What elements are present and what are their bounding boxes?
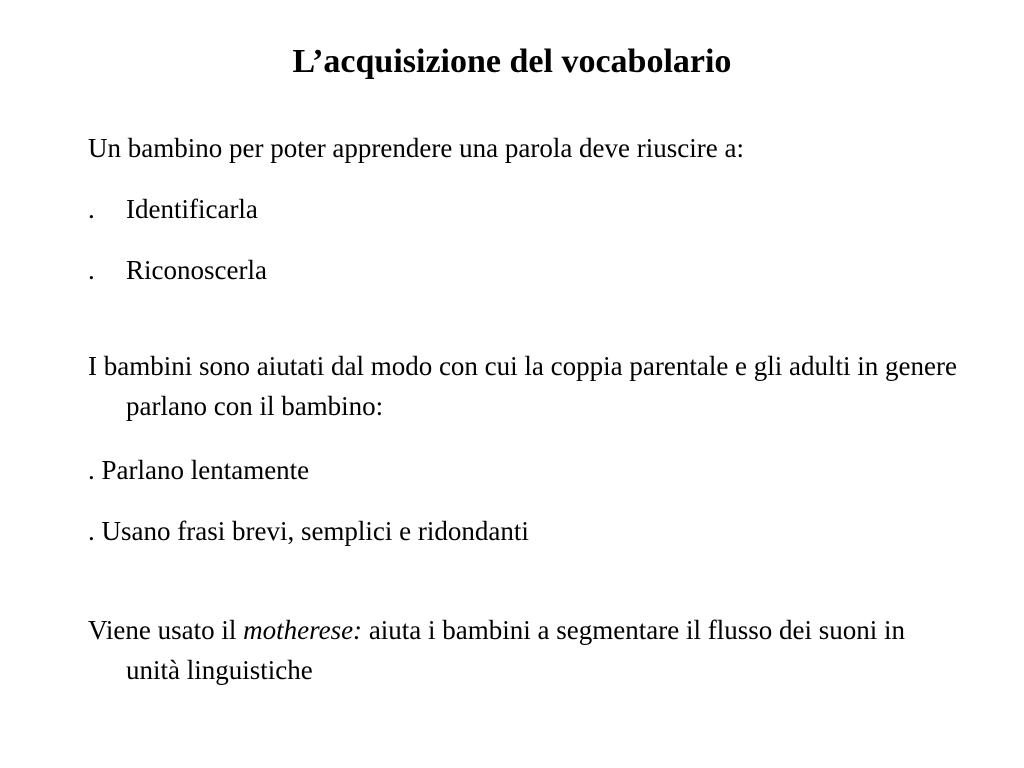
intro-text: Un bambino per poter apprendere una parola deve riuscire a: bbox=[88, 133, 744, 163]
motherese-suffix: aiuta i bambini a segmentare il flusso dei suoni in unità linguistiche bbox=[126, 615, 905, 685]
list-item bbox=[88, 250, 267, 290]
speech-feature-item: . Usano frasi brevi, semplici e ridondanti bbox=[88, 516, 529, 546]
bullet-marker: . bbox=[88, 194, 95, 224]
motherese-term: motherese: bbox=[243, 615, 363, 645]
speech-feature-item: . Parlano lentamente bbox=[88, 455, 310, 485]
list-item-text: Identificarla bbox=[126, 194, 258, 224]
bullet-marker: . bbox=[88, 255, 95, 285]
motherese-paragraph bbox=[88, 610, 926, 690]
slide-title: L’acquisizione del vocabolario bbox=[292, 43, 732, 80]
list-item bbox=[88, 189, 258, 229]
motherese-prefix: Viene usato il bbox=[88, 615, 244, 645]
help-paragraph: I bambini sono aiutati dal modo con cui la coppia parentale e gli adulti in genere parlano con il bambino: bbox=[88, 351, 957, 421]
list-item-text: Riconoscerla bbox=[126, 255, 267, 285]
